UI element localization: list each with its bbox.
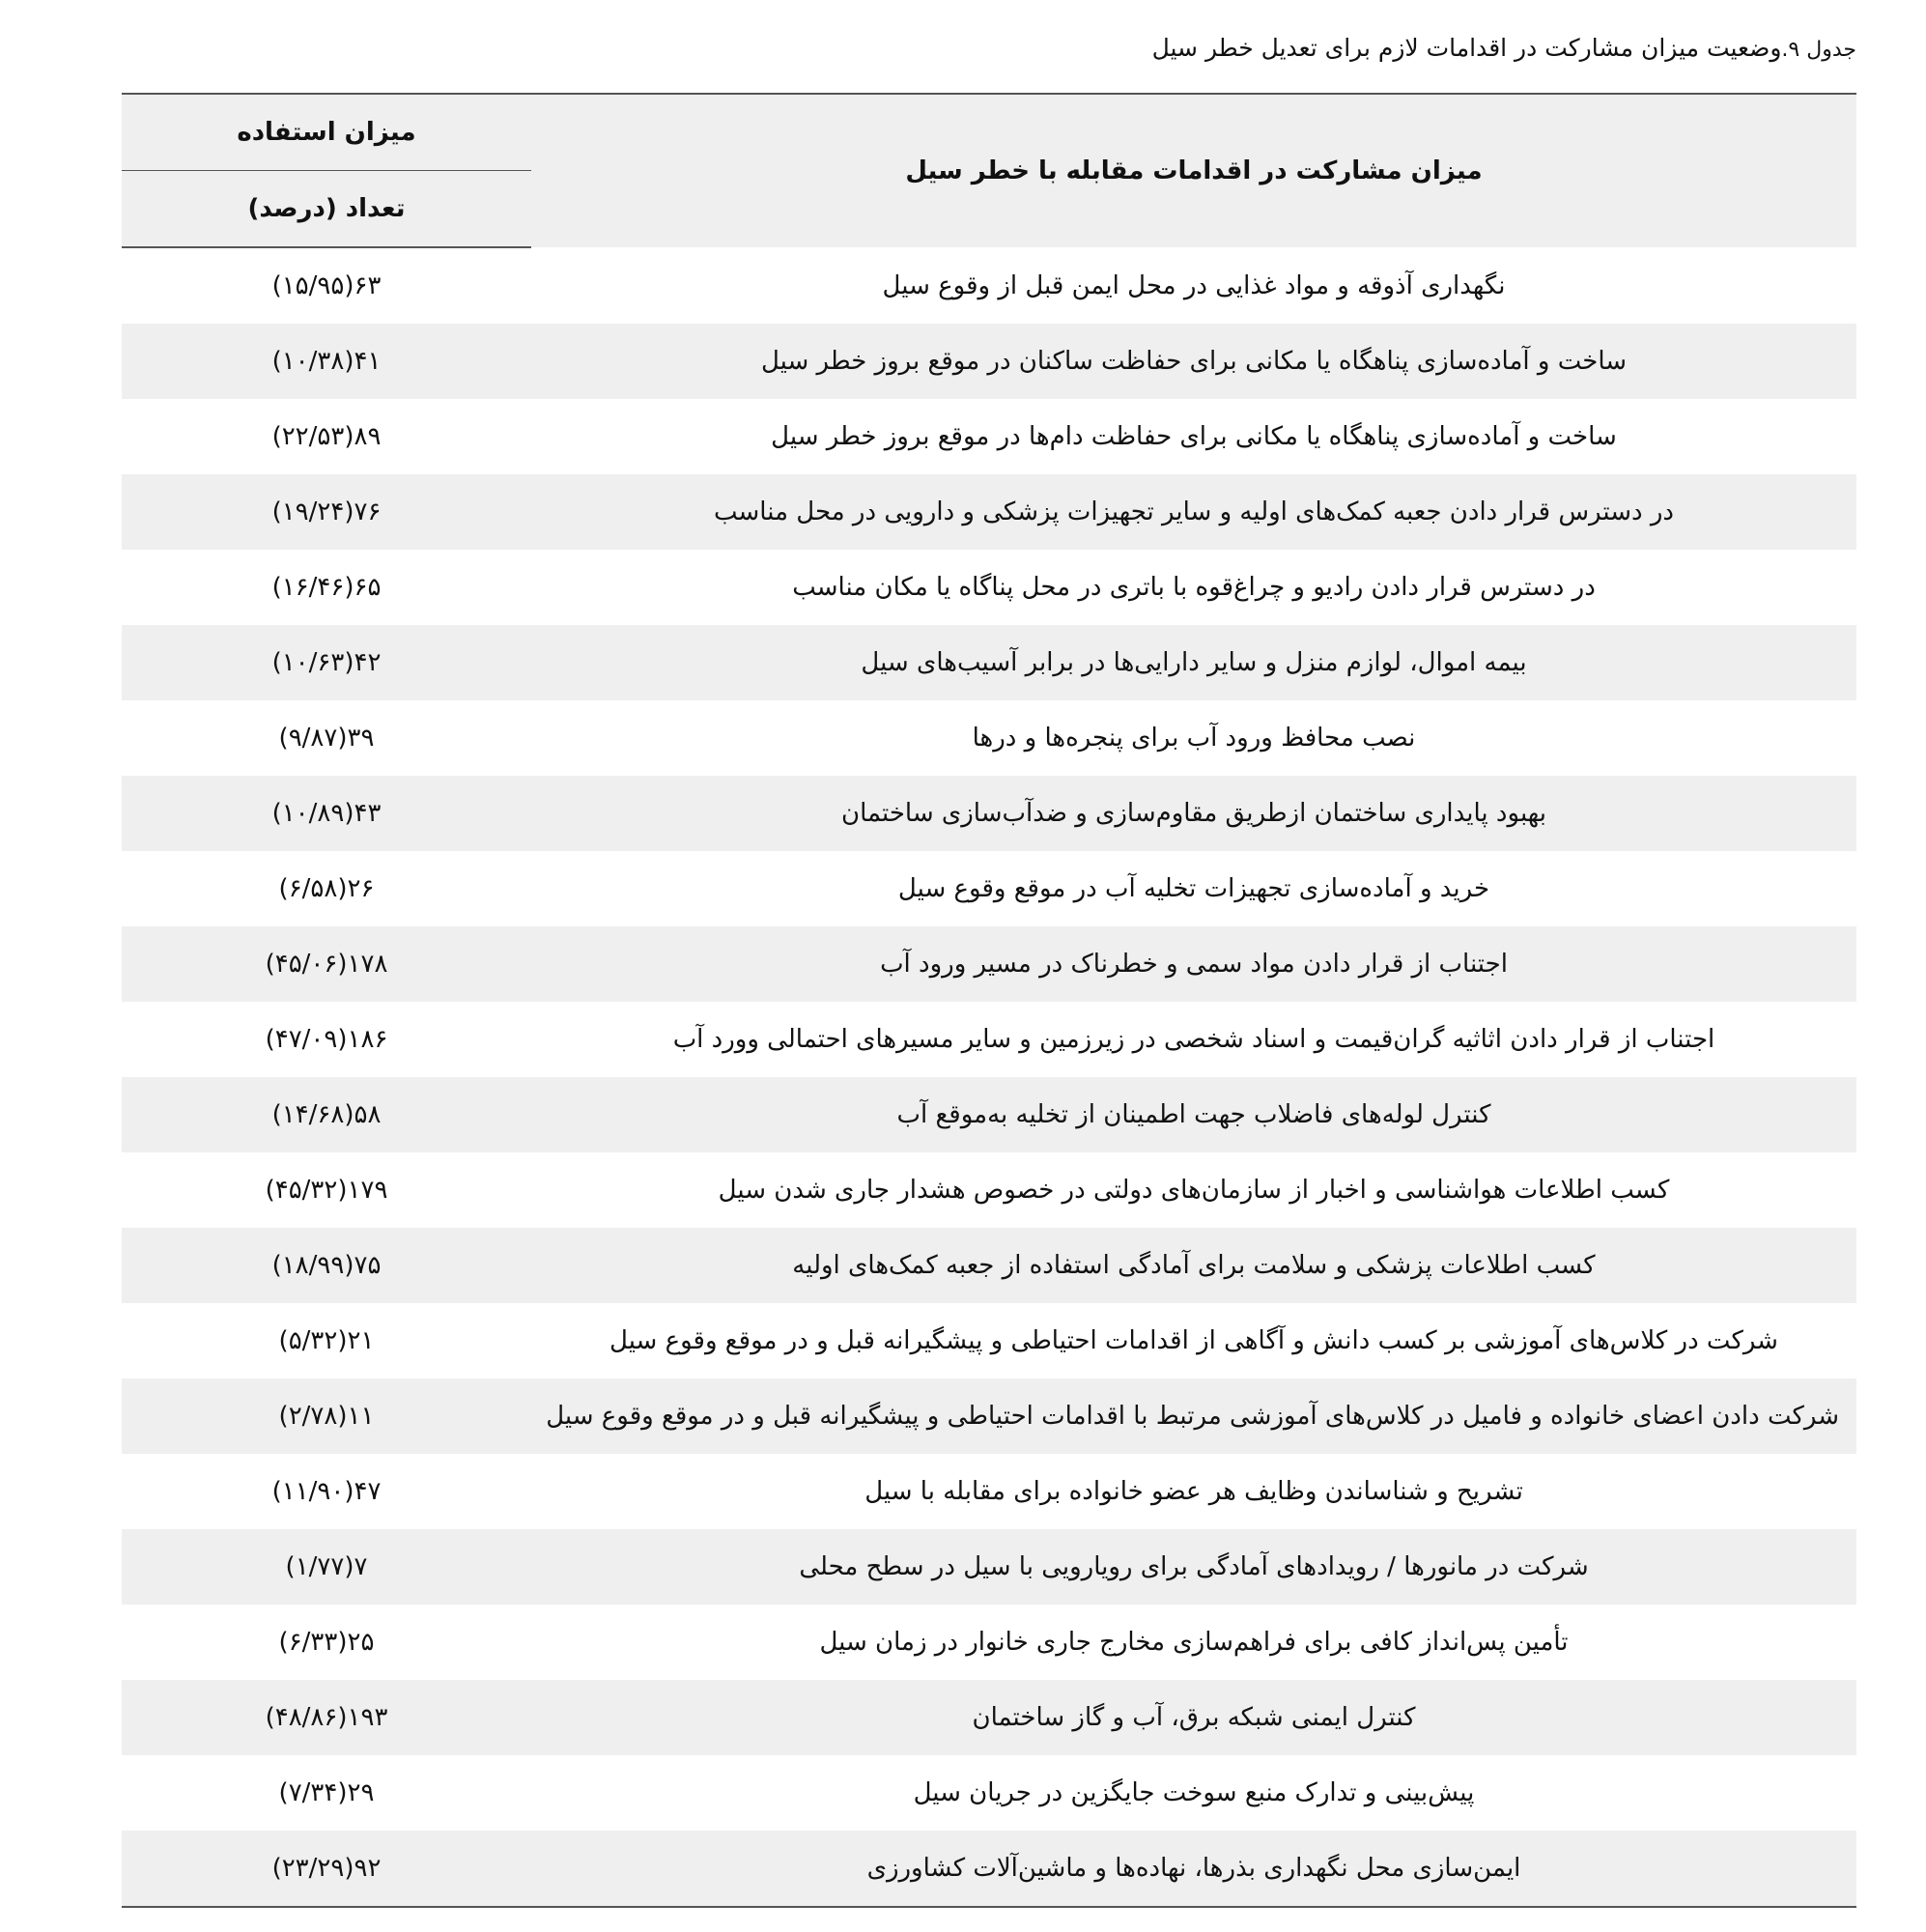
cell-desc: در دسترس قرار دادن جعبه کمک‌های اولیه و سایر تجهیزات پزشکی و دارویی در محل مناسب bbox=[531, 474, 1856, 550]
cell-count: ۱۱(۲/۷۸) bbox=[122, 1378, 531, 1454]
table-row bbox=[122, 474, 1856, 550]
cell-desc: ساخت و آماده‌سازی پناهگاه یا مکانی برای حفاظت دام‌ها در موقع بروز خطر سیل bbox=[771, 422, 1617, 451]
table-row bbox=[122, 1755, 1856, 1831]
cell-desc: کسب اطلاعات پزشکی و سلامت برای آمادگی استفاده از جعبه کمک‌های اولیه bbox=[531, 1228, 1856, 1303]
table-row bbox=[122, 1077, 1856, 1152]
table-row bbox=[122, 399, 1856, 474]
cell-desc: کنترل ایمنی شبکه برق، آب و گاز ساختمان bbox=[531, 1680, 1856, 1755]
table-row bbox=[122, 1831, 1856, 1907]
table-row bbox=[122, 926, 1856, 1002]
cell-count: ۸۹(۲۲/۵۳) bbox=[271, 422, 382, 451]
cell-desc: کسب اطلاعات هواشناسی و اخبار از سازمان‌های دولتی در خصوص هشدار جاری شدن سیل bbox=[718, 1176, 1670, 1205]
cell-desc: خرید و آماده‌سازی تجهیزات تخلیه آب در موقع وقوع سیل bbox=[897, 874, 1490, 903]
cell-count: ۷(۱/۷۷) bbox=[122, 1529, 531, 1605]
cell-desc: پیش‌بینی و تدارک منبع سوخت جایگزین در جریان سیل bbox=[913, 1778, 1475, 1807]
header-desc: میزان مشارکت در اقدامات مقابله با خطر سیل bbox=[531, 94, 1856, 247]
cell-count: ۱۹۳(۴۸/۸۶) bbox=[122, 1680, 531, 1755]
participation-table bbox=[122, 93, 1856, 1908]
cell-count: ۱۷۹(۴۵/۳۲) bbox=[265, 1176, 388, 1205]
cell-count: ۴۳(۱۰/۸۹) bbox=[122, 776, 531, 851]
table-row bbox=[122, 1378, 1856, 1454]
cell-desc: ایمن‌سازی محل نگهداری بذرها، نهاده‌ها و ماشین‌آلات کشاورزی bbox=[531, 1831, 1856, 1907]
cell-count: ۲۹(۷/۳۴) bbox=[278, 1778, 375, 1807]
table-row bbox=[122, 1152, 1856, 1228]
table-row bbox=[122, 1002, 1856, 1077]
cell-desc: کنترل لوله‌های فاضلاب جهت اطمینان از تخلیه به‌موقع آب bbox=[531, 1077, 1856, 1152]
table-row bbox=[122, 1605, 1856, 1680]
table-row bbox=[122, 550, 1856, 625]
cell-count: ۲۶(۶/۵۸) bbox=[278, 874, 375, 903]
cell-count: ۶۵(۱۶/۴۶) bbox=[271, 573, 382, 602]
table-row bbox=[122, 1228, 1856, 1303]
cell-desc: بیمه اموال، لوازم منزل و سایر دارایی‌ها در برابر آسیب‌های سیل bbox=[531, 625, 1856, 700]
table-row bbox=[122, 700, 1856, 776]
cell-desc: تشریح و شناساندن وظایف هر عضو خانواده برای مقابله با سیل bbox=[864, 1477, 1523, 1506]
caption-text: وضعیت میزان مشارکت در اقدامات لازم برای تعدیل خطر سیل bbox=[1151, 34, 1782, 62]
cell-desc: شرکت در کلاس‌های آموزشی بر کسب دانش و آگاهی از اقدامات احتیاطی و پیشگیرانه قبل و در موقع وقوع سیل bbox=[609, 1326, 1778, 1355]
cell-count: ۴۱(۱۰/۳۸) bbox=[122, 324, 531, 399]
cell-count: ۲۵(۶/۳۳) bbox=[278, 1628, 375, 1657]
table-row bbox=[122, 625, 1856, 700]
cell-count: ۶۳(۱۵/۹۵) bbox=[271, 271, 382, 300]
cell-desc: نصب محافظ ورود آب برای پنجره‌ها و درها bbox=[972, 724, 1416, 753]
table-row bbox=[122, 851, 1856, 926]
cell-desc: اجتناب از قرار دادن مواد سمی و خطرناک در مسیر ورود آب bbox=[531, 926, 1856, 1002]
cell-count: ۱۷۸(۴۵/۰۶) bbox=[122, 926, 531, 1002]
cell-desc: در دسترس قرار دادن رادیو و چراغ‌قوه با باتری در محل پناگاه یا مکان مناسب bbox=[792, 573, 1596, 602]
table-row bbox=[122, 324, 1856, 399]
cell-count: ۳۹(۹/۸۷) bbox=[278, 724, 375, 753]
header-count: تعداد (درصد) bbox=[122, 171, 531, 248]
table-header bbox=[122, 94, 1856, 247]
header-usage: میزان استفاده bbox=[122, 94, 531, 171]
table-row bbox=[122, 776, 1856, 851]
table-caption bbox=[116, 25, 1856, 73]
table-body bbox=[122, 247, 1856, 1907]
cell-desc: اجتناب از قرار دادن اثاثیه گران‌قیمت و اسناد شخصی در زیرزمین و سایر مسیرهای احتمالی وورد آب bbox=[672, 1025, 1715, 1054]
cell-count: ۲۱(۵/۳۲) bbox=[278, 1326, 375, 1355]
table-row bbox=[122, 247, 1856, 324]
cell-count: ۷۵(۱۸/۹۹) bbox=[122, 1228, 531, 1303]
cell-desc: شرکت در مانورها / رویدادهای آمادگی برای رویارویی با سیل در سطح محلی bbox=[531, 1529, 1856, 1605]
caption-label: جدول ۹. bbox=[1781, 38, 1856, 62]
cell-count: ۱۸۶(۴۷/۰۹) bbox=[265, 1025, 388, 1054]
cell-desc: نگهداری آذوقه و مواد غذایی در محل ایمن قبل از وقوع سیل bbox=[882, 270, 1506, 300]
cell-count: ۴۲(۱۰/۶۳) bbox=[122, 625, 531, 700]
table-container bbox=[122, 93, 1856, 1908]
cell-count: ۵۸(۱۴/۶۸) bbox=[122, 1077, 531, 1152]
table-row bbox=[122, 1680, 1856, 1755]
cell-desc: شرکت دادن اعضای خانواده و فامیل در کلاس‌های آموزشی مرتبط با اقدامات احتیاطی و پیشگیرانه قبل و در موقع وقوع سیل bbox=[531, 1378, 1856, 1454]
cell-desc: ساخت و آماده‌سازی پناهگاه یا مکانی برای حفاظت ساکنان در موقع بروز خطر سیل bbox=[531, 324, 1856, 399]
cell-count: ۷۶(۱۹/۲۴) bbox=[122, 474, 531, 550]
cell-desc: تأمین پس‌انداز کافی برای فراهم‌سازی مخارج جاری خانوار در زمان سیل bbox=[819, 1628, 1569, 1657]
cell-count: ۹۲(۲۳/۲۹) bbox=[122, 1831, 531, 1907]
table-row bbox=[122, 1303, 1856, 1378]
table-row bbox=[122, 1454, 1856, 1529]
cell-count: ۴۷(۱۱/۹۰) bbox=[271, 1477, 382, 1506]
cell-desc: بهبود پایداری ساختمان ازطریق مقاوم‌سازی و ضدآب‌سازی ساختمان bbox=[531, 776, 1856, 851]
table-row bbox=[122, 1529, 1856, 1605]
